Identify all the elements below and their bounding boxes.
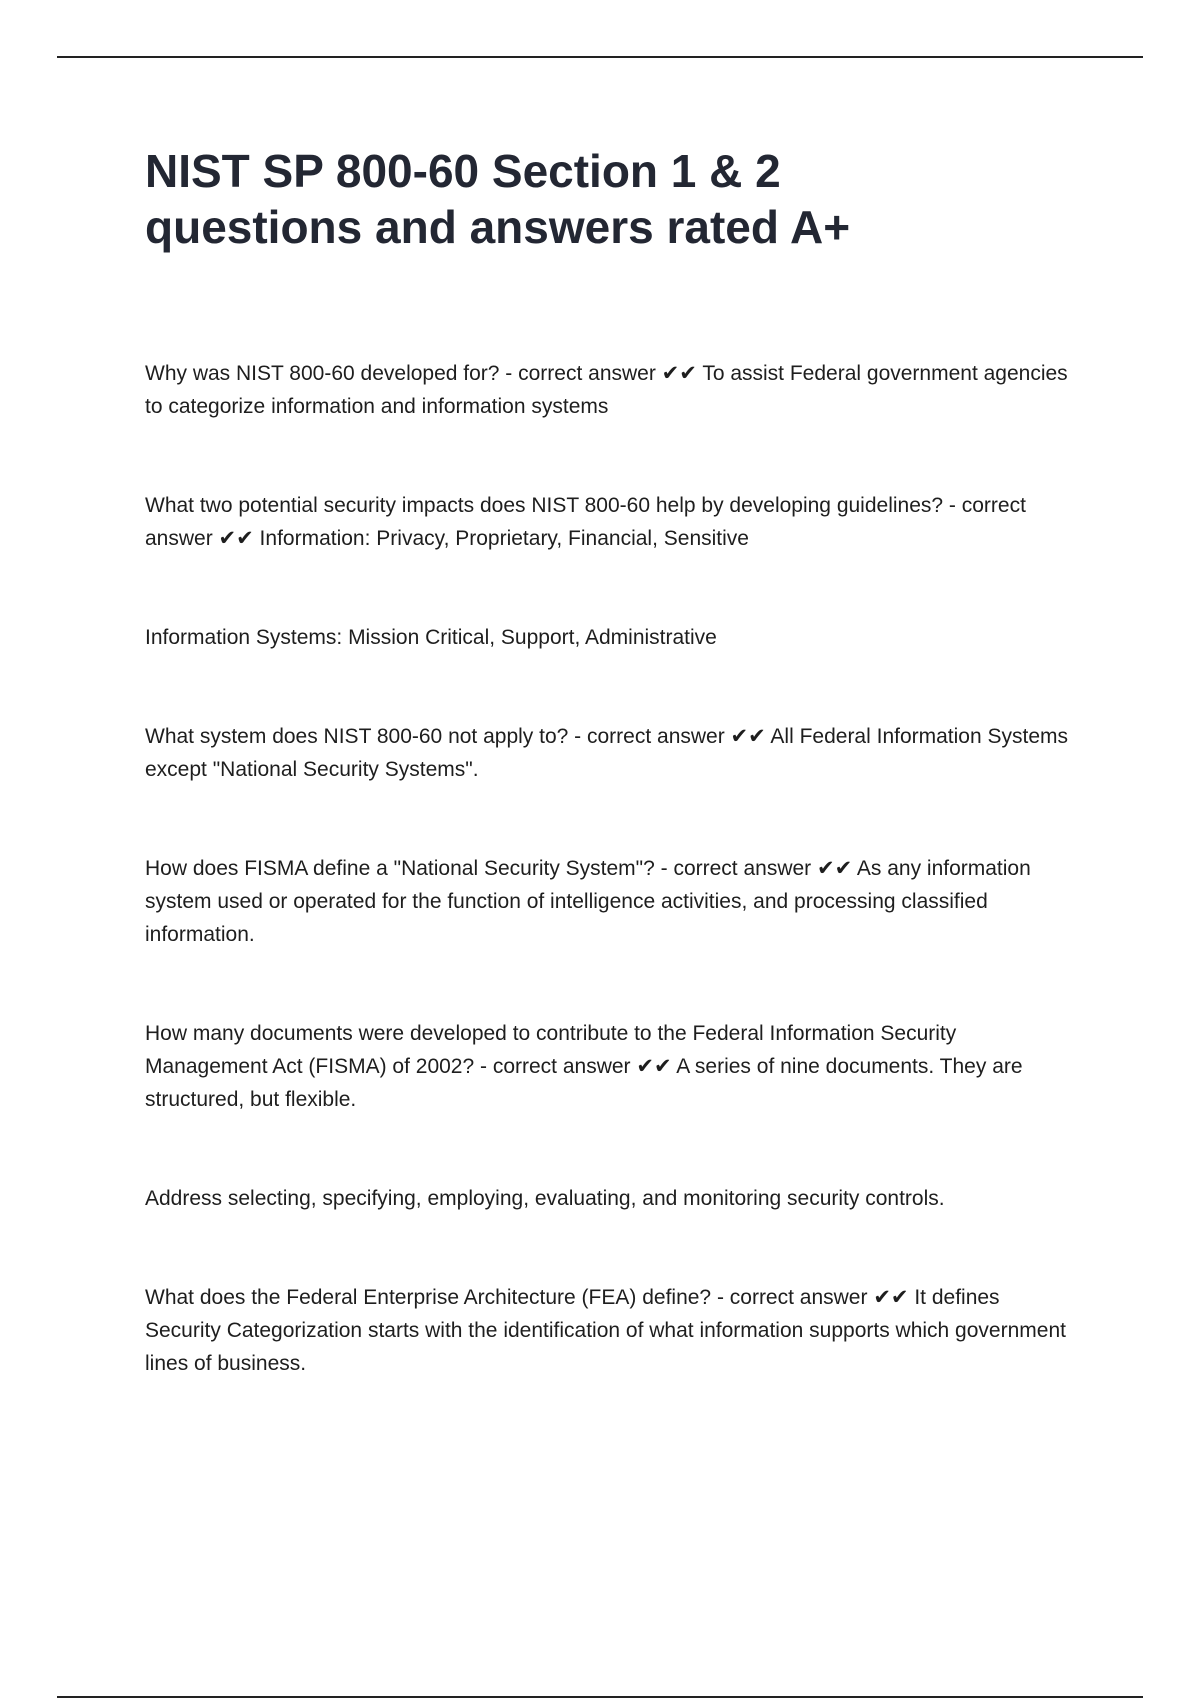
top-rule [57, 56, 1143, 58]
qa-entry: How does FISMA define a "National Security System"? - correct answer ✔✔ As any information system used or operated for the function of intelligence activities, and processing classified information. [145, 857, 1031, 946]
title-line-2: questions and answers rated A+ [145, 201, 851, 253]
qa-entry: Address selecting, specifying, employing, evaluating, and monitoring security controls. [145, 1187, 945, 1210]
bottom-rule [57, 1696, 1143, 1698]
title-line-1: NIST SP 800-60 Section 1 & 2 [145, 145, 781, 197]
qa-entry: What does the Federal Enterprise Architecture (FEA) define? - correct answer ✔✔ It defines Security Categorization starts with the identification of what information supports which government lines of business. [145, 1286, 1066, 1375]
qa-entry: How many documents were developed to contribute to the Federal Information Security Management Act (FISMA) of 2002? - correct answer ✔✔ A series of nine documents. They are structured, but flexible. [145, 1022, 1023, 1111]
qa-entry: Why was NIST 800-60 developed for? - correct answer ✔✔ To assist Federal government agencies to categorize information and information systems [145, 362, 1068, 418]
document-title [145, 143, 1080, 255]
document-body [145, 143, 1080, 1446]
qa-entry: What system does NIST 800-60 not apply to? - correct answer ✔✔ All Federal Information Systems except "National Security Systems". [145, 725, 1069, 781]
qa-entry: Information Systems: Mission Critical, Support, Administrative [145, 626, 717, 649]
qa-entry: What two potential security impacts does NIST 800-60 help by developing guidelines? - correct answer ✔✔ Information: Privacy, Proprietary, Financial, Sensitive [145, 494, 1026, 550]
qa-list [145, 357, 1080, 1380]
